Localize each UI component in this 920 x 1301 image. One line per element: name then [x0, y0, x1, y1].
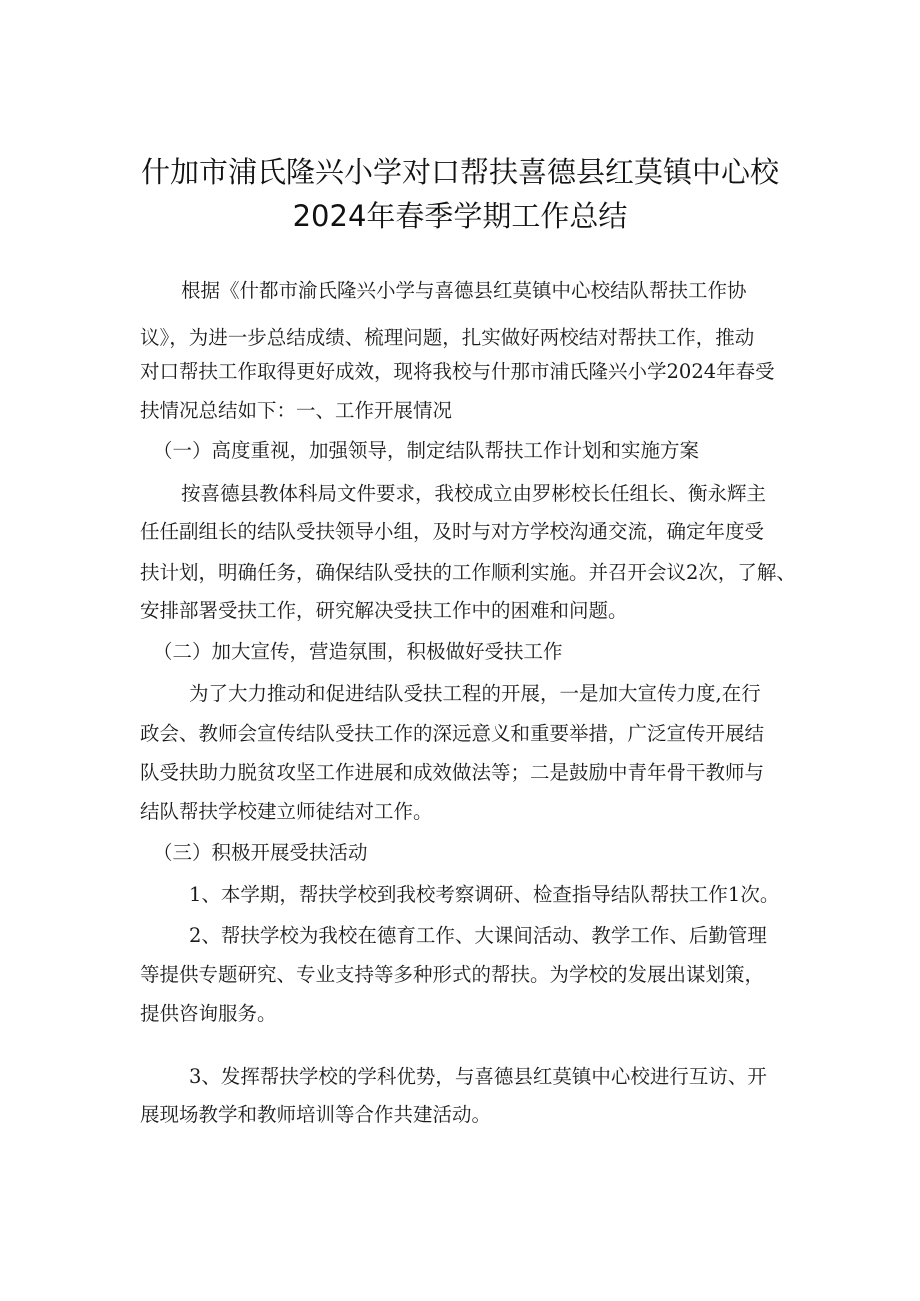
paragraph-line: 安排部署受扶工作，研究解决受扶工作中的困难和问题。	[140, 599, 628, 622]
paragraph-line: 按喜德县教体科局文件要求，我校成立由罗彬校长任组长、衡永辉主	[181, 482, 767, 505]
list-item: 1、本学期，帮扶学校到我校考察调研、检查指导结队帮扶工作1次。	[189, 883, 780, 906]
section-heading: （三）积极开展受扶活动	[153, 841, 368, 864]
paragraph-line: 扶情况总结如下：一、工作开展情况	[140, 399, 453, 422]
list-item: 3、发挥帮扶学校的学科优势，与喜德县红莫镇中心校进行互访、开	[189, 1065, 767, 1088]
paragraph-line: 队受扶助力脱贫攻坚工作进展和成效做法等；二是鼓励中青年骨干教师与	[140, 761, 765, 784]
paragraph-line: 扶计划，明确任务，确保结队受扶的工作顺利实施。并召开会议2次，了解、	[140, 561, 796, 584]
paragraph-line: 对口帮扶工作取得更好成效，现将我校与什那市浦氏隆兴小学2024年春受	[140, 360, 775, 383]
paragraph-line: 任任副组长的结队受扶领导小组，及时与对方学校沟通交流，确定年度受	[140, 520, 765, 543]
paragraph-line: 结队帮扶学校建立师徒结对工作。	[140, 800, 433, 823]
paragraph-line: 为了大力推动和促进结队受扶工程的开展，一是加大宣传力度,在行	[189, 682, 761, 705]
document-title-line-2: 2024年春季学期工作总结	[292, 199, 628, 233]
document-title-line-1: 什加市浦氏隆兴小学对口帮扶喜德县红莫镇中心校	[140, 155, 779, 189]
list-item: 2、帮扶学校为我校在德育工作、大课间活动、教学工作、后勤管理	[189, 924, 767, 947]
paragraph-line: 提供咨询服务。	[140, 1002, 277, 1025]
paragraph-line: 展现场教学和教师培训等合作共建活动。	[140, 1103, 492, 1126]
paragraph-line: 根据《什都市渝氏隆兴小学与喜德县红莫镇中心校结队帮扶工作协	[181, 279, 747, 302]
paragraph-line: 政会、教师会宣传结队受扶工作的深远意义和重要举措，广泛宣传开展结	[140, 722, 765, 745]
paragraph-line: 议》，为进一步总结成绩、梳理问题，扎实做好两校结对帮扶工作，推动	[140, 326, 755, 349]
section-heading: （二）加大宣传，营造氛围，积极做好受扶工作	[153, 640, 563, 663]
section-heading: （一）高度重视，加强领导，制定结队帮扶工作计划和实施方案	[153, 439, 700, 462]
paragraph-line: 等提供专题研究、专业支持等多种形式的帮扶。为学校的发展出谋划策，	[140, 963, 765, 986]
